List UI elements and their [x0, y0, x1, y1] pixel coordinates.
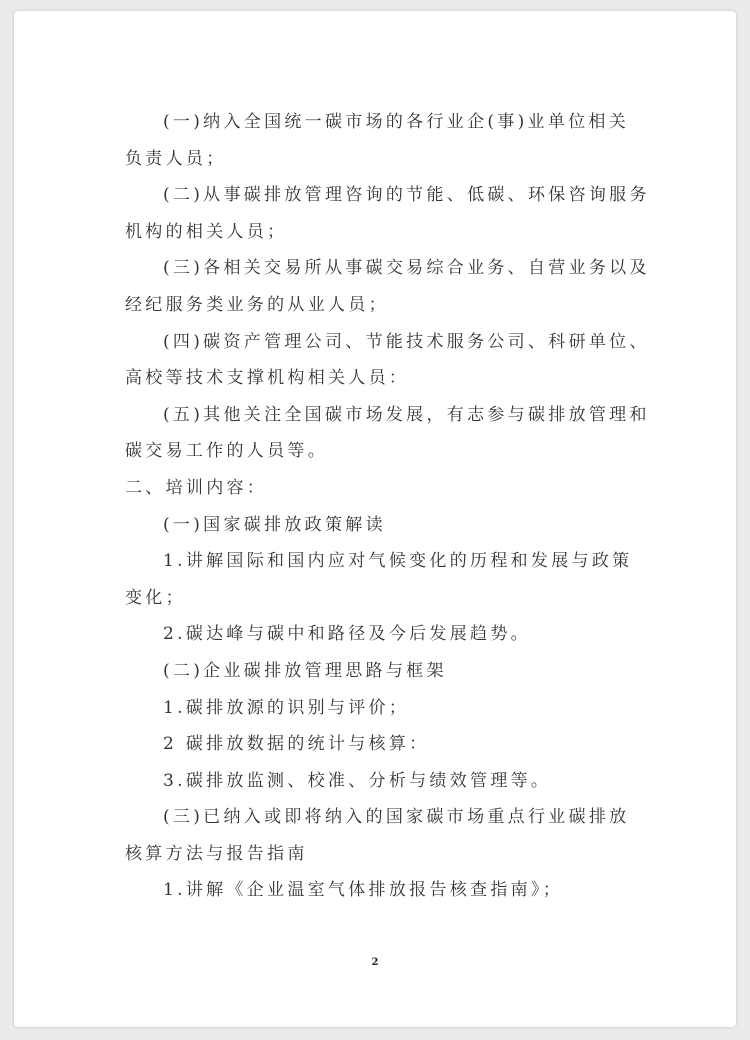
paragraph-line: 高校等技术支撑机构相关人员：: [125, 368, 410, 389]
paragraph-line: 2.碳达峰与碳中和路径及今后发展趋势。: [163, 624, 531, 645]
paragraph-line: 1.讲解国际和国内应对气候变化的历程和发展与政策: [163, 551, 633, 572]
subsection-heading: (二)企业碳排放管理思路与框架: [163, 660, 447, 681]
subsection-heading: (三)已纳入或即将纳入的国家碳市场重点行业碳排放: [163, 807, 630, 828]
paragraph-line: (一)纳入全国统一碳市场的各行业企(事)业单位相关: [163, 112, 630, 132]
paragraph-line: 变化；: [125, 587, 186, 608]
paragraph-line: 3.碳排放监测、校准、分析与绩效管理等。: [163, 770, 552, 791]
paragraph-line: 核算方法与报告指南: [125, 843, 308, 864]
paragraph-line: 1.讲解《企业温室气体排放报告核查指南》；: [163, 880, 564, 901]
subsection-heading: (一)国家碳排放政策解读: [163, 514, 386, 535]
section-heading: 二、培训内容：: [125, 477, 268, 498]
paragraph-line: 经纪服务类业务的从业人员；: [125, 294, 389, 315]
document-page: [14, 11, 736, 1027]
document-body: [125, 104, 650, 909]
paragraph-line: (四)碳资产管理公司、节能技术服务公司、科研单位、: [163, 331, 650, 352]
paragraph-line: 机构的相关人员；: [125, 221, 288, 242]
paragraph-line: 碳交易工作的人员等。: [125, 441, 328, 462]
page-number: 2: [371, 957, 379, 968]
paragraph-line: (五)其他关注全国碳市场发展，有志参与碳排放管理和: [163, 404, 650, 425]
paragraph-line: 负责人员；: [125, 148, 227, 169]
paragraph-line: (三)各相关交易所从事碳交易综合业务、自营业务以及: [163, 258, 650, 279]
paragraph-line: 2 碳排放数据的统计与核算：: [163, 734, 430, 755]
paragraph-line: (二)从事碳排放管理咨询的节能、低碳、环保咨询服务: [163, 185, 650, 206]
paragraph-line: 1.碳排放源的识别与评价；: [163, 697, 410, 718]
